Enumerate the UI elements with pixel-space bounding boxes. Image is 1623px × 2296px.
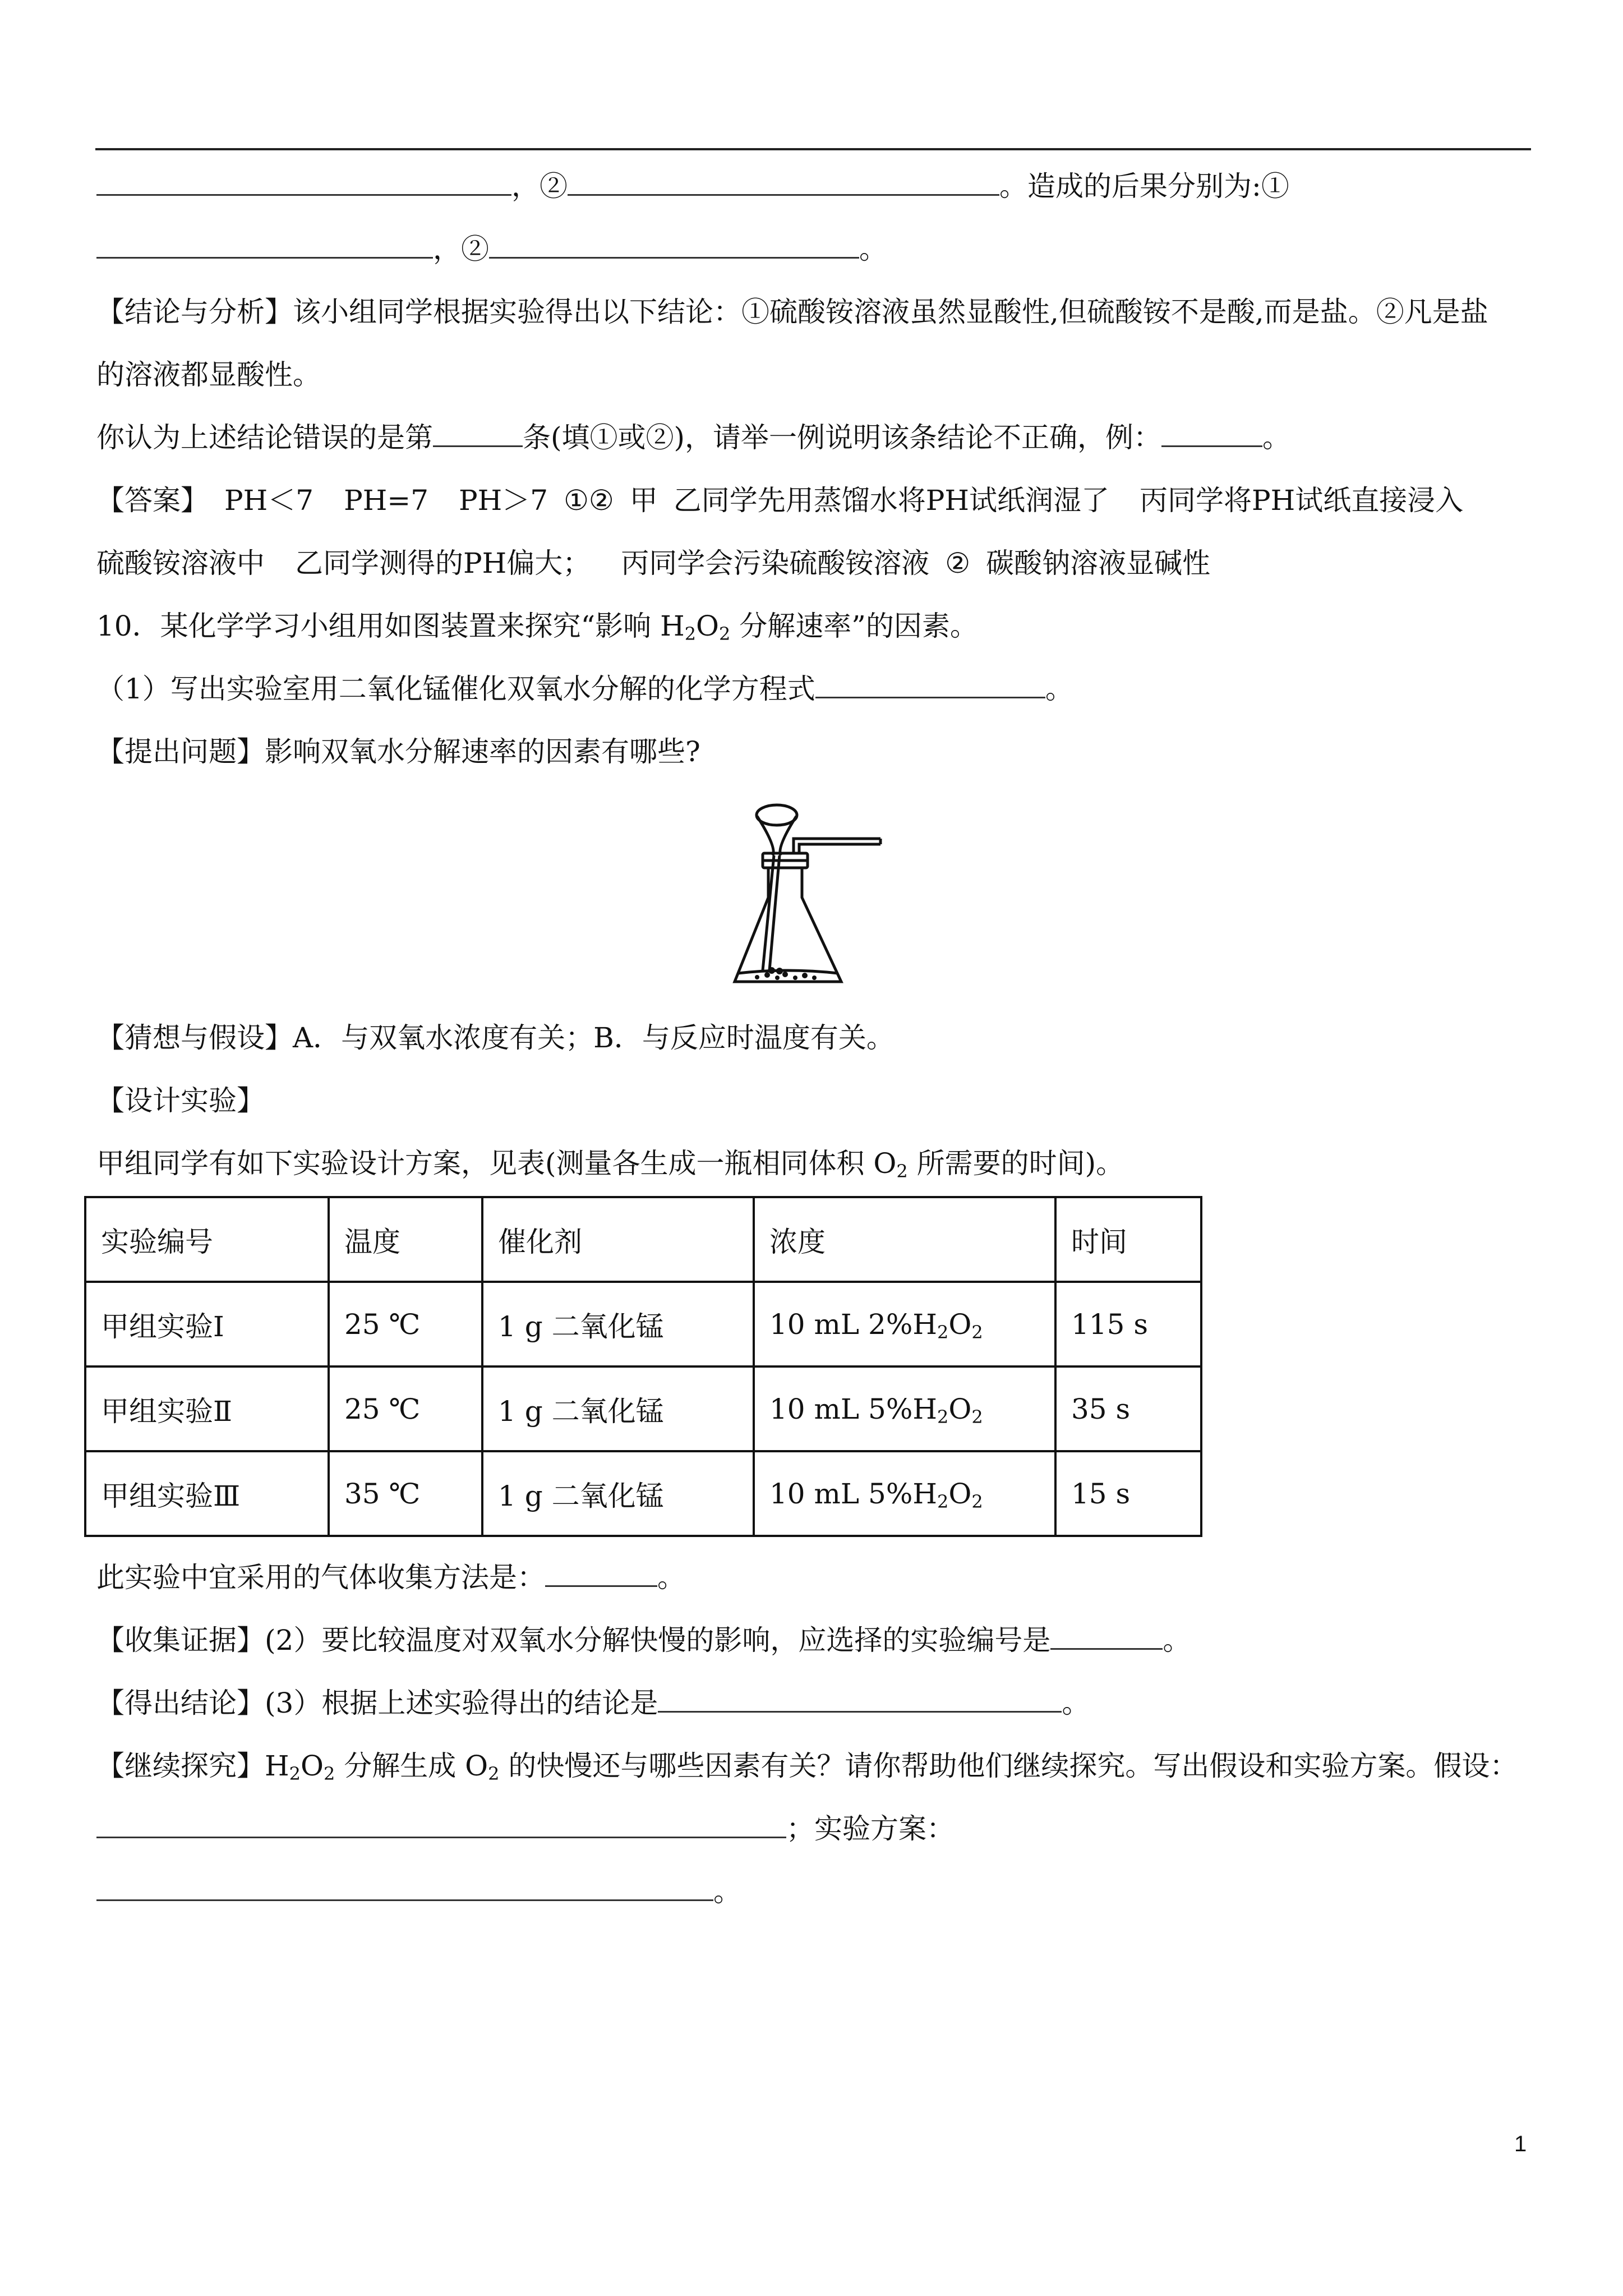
hypothesis-blank-line: ；实验方案： <box>96 1811 955 1847</box>
header-time: 时间 <box>1055 1197 1201 1282</box>
answer-blank[interactable] <box>658 1686 1062 1713</box>
experiment-table <box>84 1196 1202 1537</box>
table-header-row <box>85 1197 1201 1282</box>
hypothesis-line: 【猜想与假设】A．与双氧水浓度有关；B．与反应时温度有关。 <box>96 1022 895 1054</box>
header-rule <box>95 148 1531 150</box>
conclusion-analysis-line-2: 的溶液都显酸性。 <box>96 358 321 391</box>
page-number: 1 <box>1514 2132 1527 2156</box>
table-intro: 甲组同学有如下实验设计方案，见表(测量各生成一瓶相同体积 $O_2$ 所需要的时间)。 <box>96 1147 1124 1182</box>
answer-blank[interactable] <box>96 169 511 196</box>
answer-line-2: 硫酸铵溶液中 乙同学测得的PH偏大； 丙同学会污染硫酸铵溶液 ② 碳酸钠溶液显碱性 <box>96 547 1211 579</box>
answer-line: 【答案】 PH＜7 PH=7 PH＞7 ①② 甲 乙同学先用蒸馏水将PH试纸润湿了 丙同学将PH试纸直接浸入 <box>96 484 1464 517</box>
answer-blank[interactable] <box>96 232 433 259</box>
question-10: 10．某化学学习小组用如图装置来探究“影响 $H_2O_2$ 分解速率”的因素。 <box>96 610 978 645</box>
answer-blank[interactable] <box>1161 421 1262 447</box>
table-row: 甲组实验Ⅱ 25 ℃ 1 g 二氧化锰 10 mL $5\%H_2O_2$ 35 s <box>85 1366 1201 1451</box>
collection-method-question: 此实验中宜采用的气体收集方法是： 。 <box>96 1561 685 1594</box>
table-row: 甲组实验Ⅰ 25 ℃ 1 g 二氧化锰 10 mL $2\%H_2O_2$ 115 s <box>85 1282 1201 1366</box>
answer-label: 【答案】 <box>96 484 209 517</box>
question-wrong-conclusion: 你认为上述结论错误的是第 条(填①或②)，请举一例说明该条结论不正确，例： 。 <box>96 421 1291 454</box>
answer-blank[interactable] <box>96 1875 713 1901</box>
answer-blank[interactable] <box>96 1812 786 1838</box>
problem-line: 【提出问题】影响双氧水分解速率的因素有哪些? <box>96 735 700 768</box>
question-2: 【收集证据】(2）要比较温度对双氧水分解快慢的影响，应选择的实验编号是 。 <box>96 1624 1191 1657</box>
plan-blank-line: 。 <box>96 1874 741 1910</box>
question-3: 【得出结论】(3）根据上述实验得出的结论是 。 <box>96 1687 1090 1719</box>
answer-blank[interactable] <box>1050 1623 1163 1650</box>
line-2: ，② 。 <box>96 231 887 267</box>
line-1: ，② 。造成的后果分别为:① <box>96 168 1289 204</box>
continue-explore: 【继续探究】$H_2O_2$ 分解生成 $O_2$ 的快慢还与哪些因素有关？请你帮助他们继续探究。写出假设和实验方案。假设： <box>96 1750 1518 1784</box>
erlenmeyer-flask-apparatus-figure <box>723 799 903 999</box>
answer-blank[interactable] <box>545 1561 657 1587</box>
header-conc: 浓度 <box>754 1197 1055 1282</box>
table-row: 甲组实验Ⅲ 35 ℃ 1 g 二氧化锰 10 mL $5\%H_2O_2$ 15 s <box>85 1451 1201 1536</box>
header-id: 实验编号 <box>85 1197 329 1282</box>
answer-blank[interactable] <box>815 672 1045 698</box>
design-heading: 【设计实验】 <box>96 1084 265 1117</box>
header-catalyst: 催化剂 <box>482 1197 754 1282</box>
conclusion-analysis-line: 【结论与分析】该小组同学根据实验得出以下结论：①硫酸铵溶液虽然显酸性,但硫酸铵不是酸,而是盐。②凡是盐 <box>96 296 1488 328</box>
answer-blank[interactable] <box>489 232 859 259</box>
answer-blank[interactable] <box>433 421 523 447</box>
answer-blank[interactable] <box>568 169 999 196</box>
header-temp: 温度 <box>329 1197 482 1282</box>
question-1: （1）写出实验室用二氧化锰催化双氧水分解的化学方程式 。 <box>96 673 1073 705</box>
